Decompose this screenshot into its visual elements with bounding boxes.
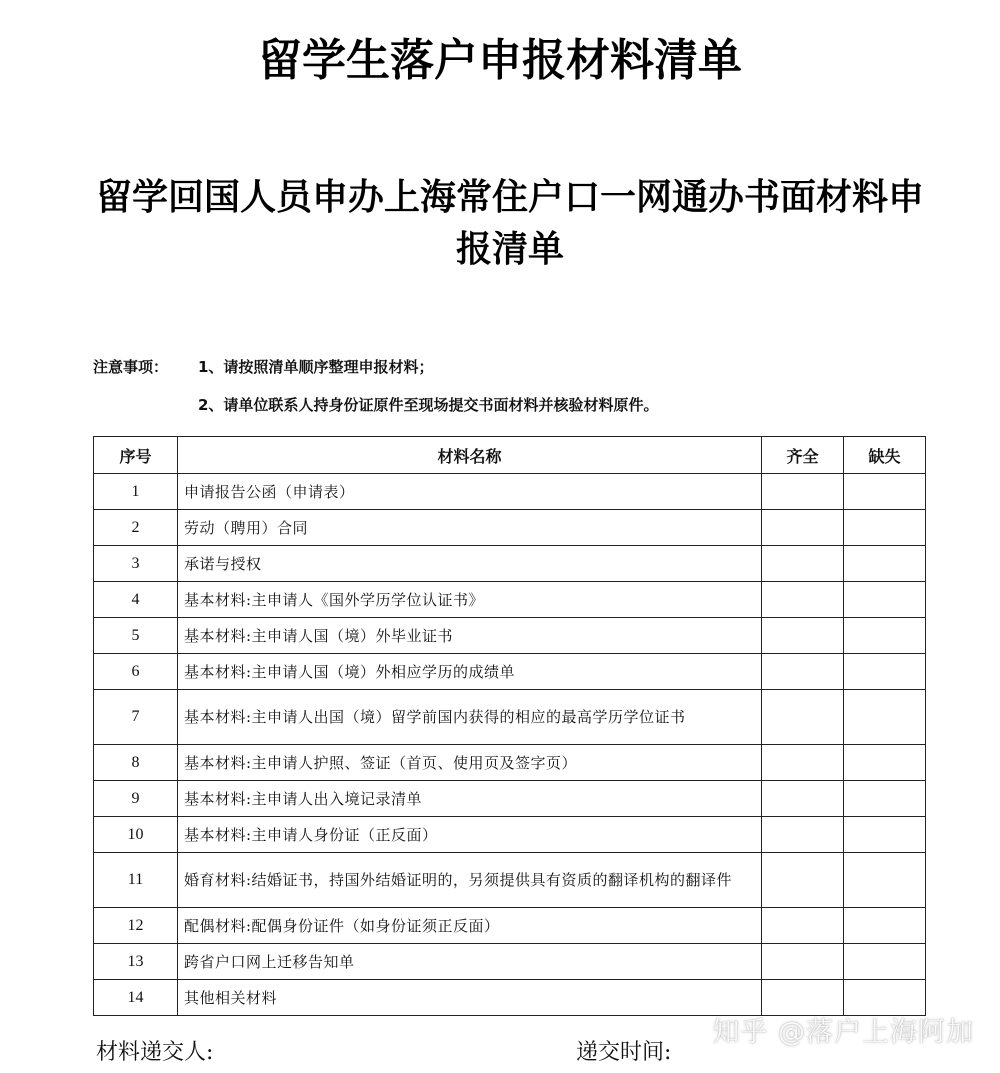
complete-check-cell[interactable] (762, 618, 844, 654)
note-row-2 (93, 386, 923, 424)
complete-check-cell[interactable] (762, 654, 844, 690)
row-index: 3 (94, 546, 178, 582)
missing-check-cell[interactable] (844, 944, 926, 980)
complete-check-cell[interactable] (762, 908, 844, 944)
table-row (94, 618, 926, 654)
table-row (94, 582, 926, 618)
missing-check-cell[interactable] (844, 582, 926, 618)
row-index: 11 (94, 853, 178, 908)
table-header-row (94, 437, 926, 474)
header-name: 材料名称 (178, 437, 762, 474)
complete-check-cell[interactable] (762, 944, 844, 980)
row-index: 9 (94, 781, 178, 817)
table-row (94, 546, 926, 582)
row-index: 2 (94, 510, 178, 546)
row-index: 4 (94, 582, 178, 618)
submitter-signature-label: 材料递交人: (96, 1040, 214, 1065)
missing-check-cell[interactable] (844, 546, 926, 582)
complete-check-cell[interactable] (762, 546, 844, 582)
row-material-name: 承诺与授权 (178, 546, 762, 582)
row-material-name: 基本材料:主申请人出国（境）留学前国内获得的相应的最高学历学位证书 (178, 690, 762, 745)
table-row (94, 853, 926, 908)
row-index: 10 (94, 817, 178, 853)
materials-checklist-table (93, 436, 926, 1016)
row-material-name: 跨省户口网上迁移告知单 (178, 944, 762, 980)
table-row (94, 474, 926, 510)
row-material-name: 基本材料:主申请人出入境记录清单 (178, 781, 762, 817)
table-row (94, 690, 926, 745)
row-material-name: 基本材料:主申请人国（境）外毕业证书 (178, 618, 762, 654)
missing-check-cell[interactable] (844, 817, 926, 853)
complete-check-cell[interactable] (762, 582, 844, 618)
header-index: 序号 (94, 437, 178, 474)
row-material-name: 配偶材料:配偶身份证件（如身份证须正反面） (178, 908, 762, 944)
row-index: 8 (94, 745, 178, 781)
complete-check-cell[interactable] (762, 853, 844, 908)
row-material-name: 基本材料:主申请人国（境）外相应学历的成绩单 (178, 654, 762, 690)
table-row (94, 510, 926, 546)
row-index: 6 (94, 654, 178, 690)
note-item-1: 1、请按照清单顺序整理申报材料； (198, 358, 434, 376)
notes-label: 注意事项： (93, 358, 169, 376)
header-complete: 齐全 (762, 437, 844, 474)
submission-time-label: 递交时间: (576, 1040, 672, 1065)
row-index: 14 (94, 980, 178, 1016)
missing-check-cell[interactable] (844, 690, 926, 745)
complete-check-cell[interactable] (762, 781, 844, 817)
complete-check-cell[interactable] (762, 474, 844, 510)
notes-section (93, 348, 923, 424)
row-material-name: 劳动（聘用）合同 (178, 510, 762, 546)
table-row (94, 944, 926, 980)
row-material-name: 申请报告公函（申请表） (178, 474, 762, 510)
complete-check-cell[interactable] (762, 745, 844, 781)
row-index: 12 (94, 908, 178, 944)
complete-check-cell[interactable] (762, 510, 844, 546)
missing-check-cell[interactable] (844, 745, 926, 781)
missing-check-cell[interactable] (844, 654, 926, 690)
row-material-name: 婚育材料:结婚证书，持国外结婚证明的，另须提供具有资质的翻译机构的翻译件 (178, 853, 762, 908)
row-index: 1 (94, 474, 178, 510)
header-missing: 缺失 (844, 437, 926, 474)
table-row (94, 781, 926, 817)
row-material-name: 基本材料:主申请人护照、签证（首页、使用页及签字页） (178, 745, 762, 781)
row-material-name: 基本材料:主申请人身份证（正反面） (178, 817, 762, 853)
zhihu-watermark: 知乎 @落户上海阿加 (712, 1017, 974, 1048)
note-row-1 (93, 348, 923, 386)
note-item-2: 2、请单位联系人持身份证原件至现场提交书面材料并核验材料原件。 (198, 396, 659, 414)
table-row (94, 654, 926, 690)
document-main-title: 留学生落户申报材料清单 (258, 35, 742, 86)
row-index: 13 (94, 944, 178, 980)
missing-check-cell[interactable] (844, 853, 926, 908)
table-row (94, 745, 926, 781)
row-material-name: 基本材料:主申请人《国外学历学位认证书》 (178, 582, 762, 618)
missing-check-cell[interactable] (844, 618, 926, 654)
table-row (94, 817, 926, 853)
complete-check-cell[interactable] (762, 817, 844, 853)
missing-check-cell[interactable] (844, 781, 926, 817)
document-sub-title: 留学回国人员申办上海常住户口一网通办书面材料申报清单 (95, 177, 924, 270)
row-material-name: 其他相关材料 (178, 980, 762, 1016)
missing-check-cell[interactable] (844, 474, 926, 510)
row-index: 5 (94, 618, 178, 654)
missing-check-cell[interactable] (844, 908, 926, 944)
table-row (94, 908, 926, 944)
complete-check-cell[interactable] (762, 690, 844, 745)
missing-check-cell[interactable] (844, 510, 926, 546)
row-index: 7 (94, 690, 178, 745)
